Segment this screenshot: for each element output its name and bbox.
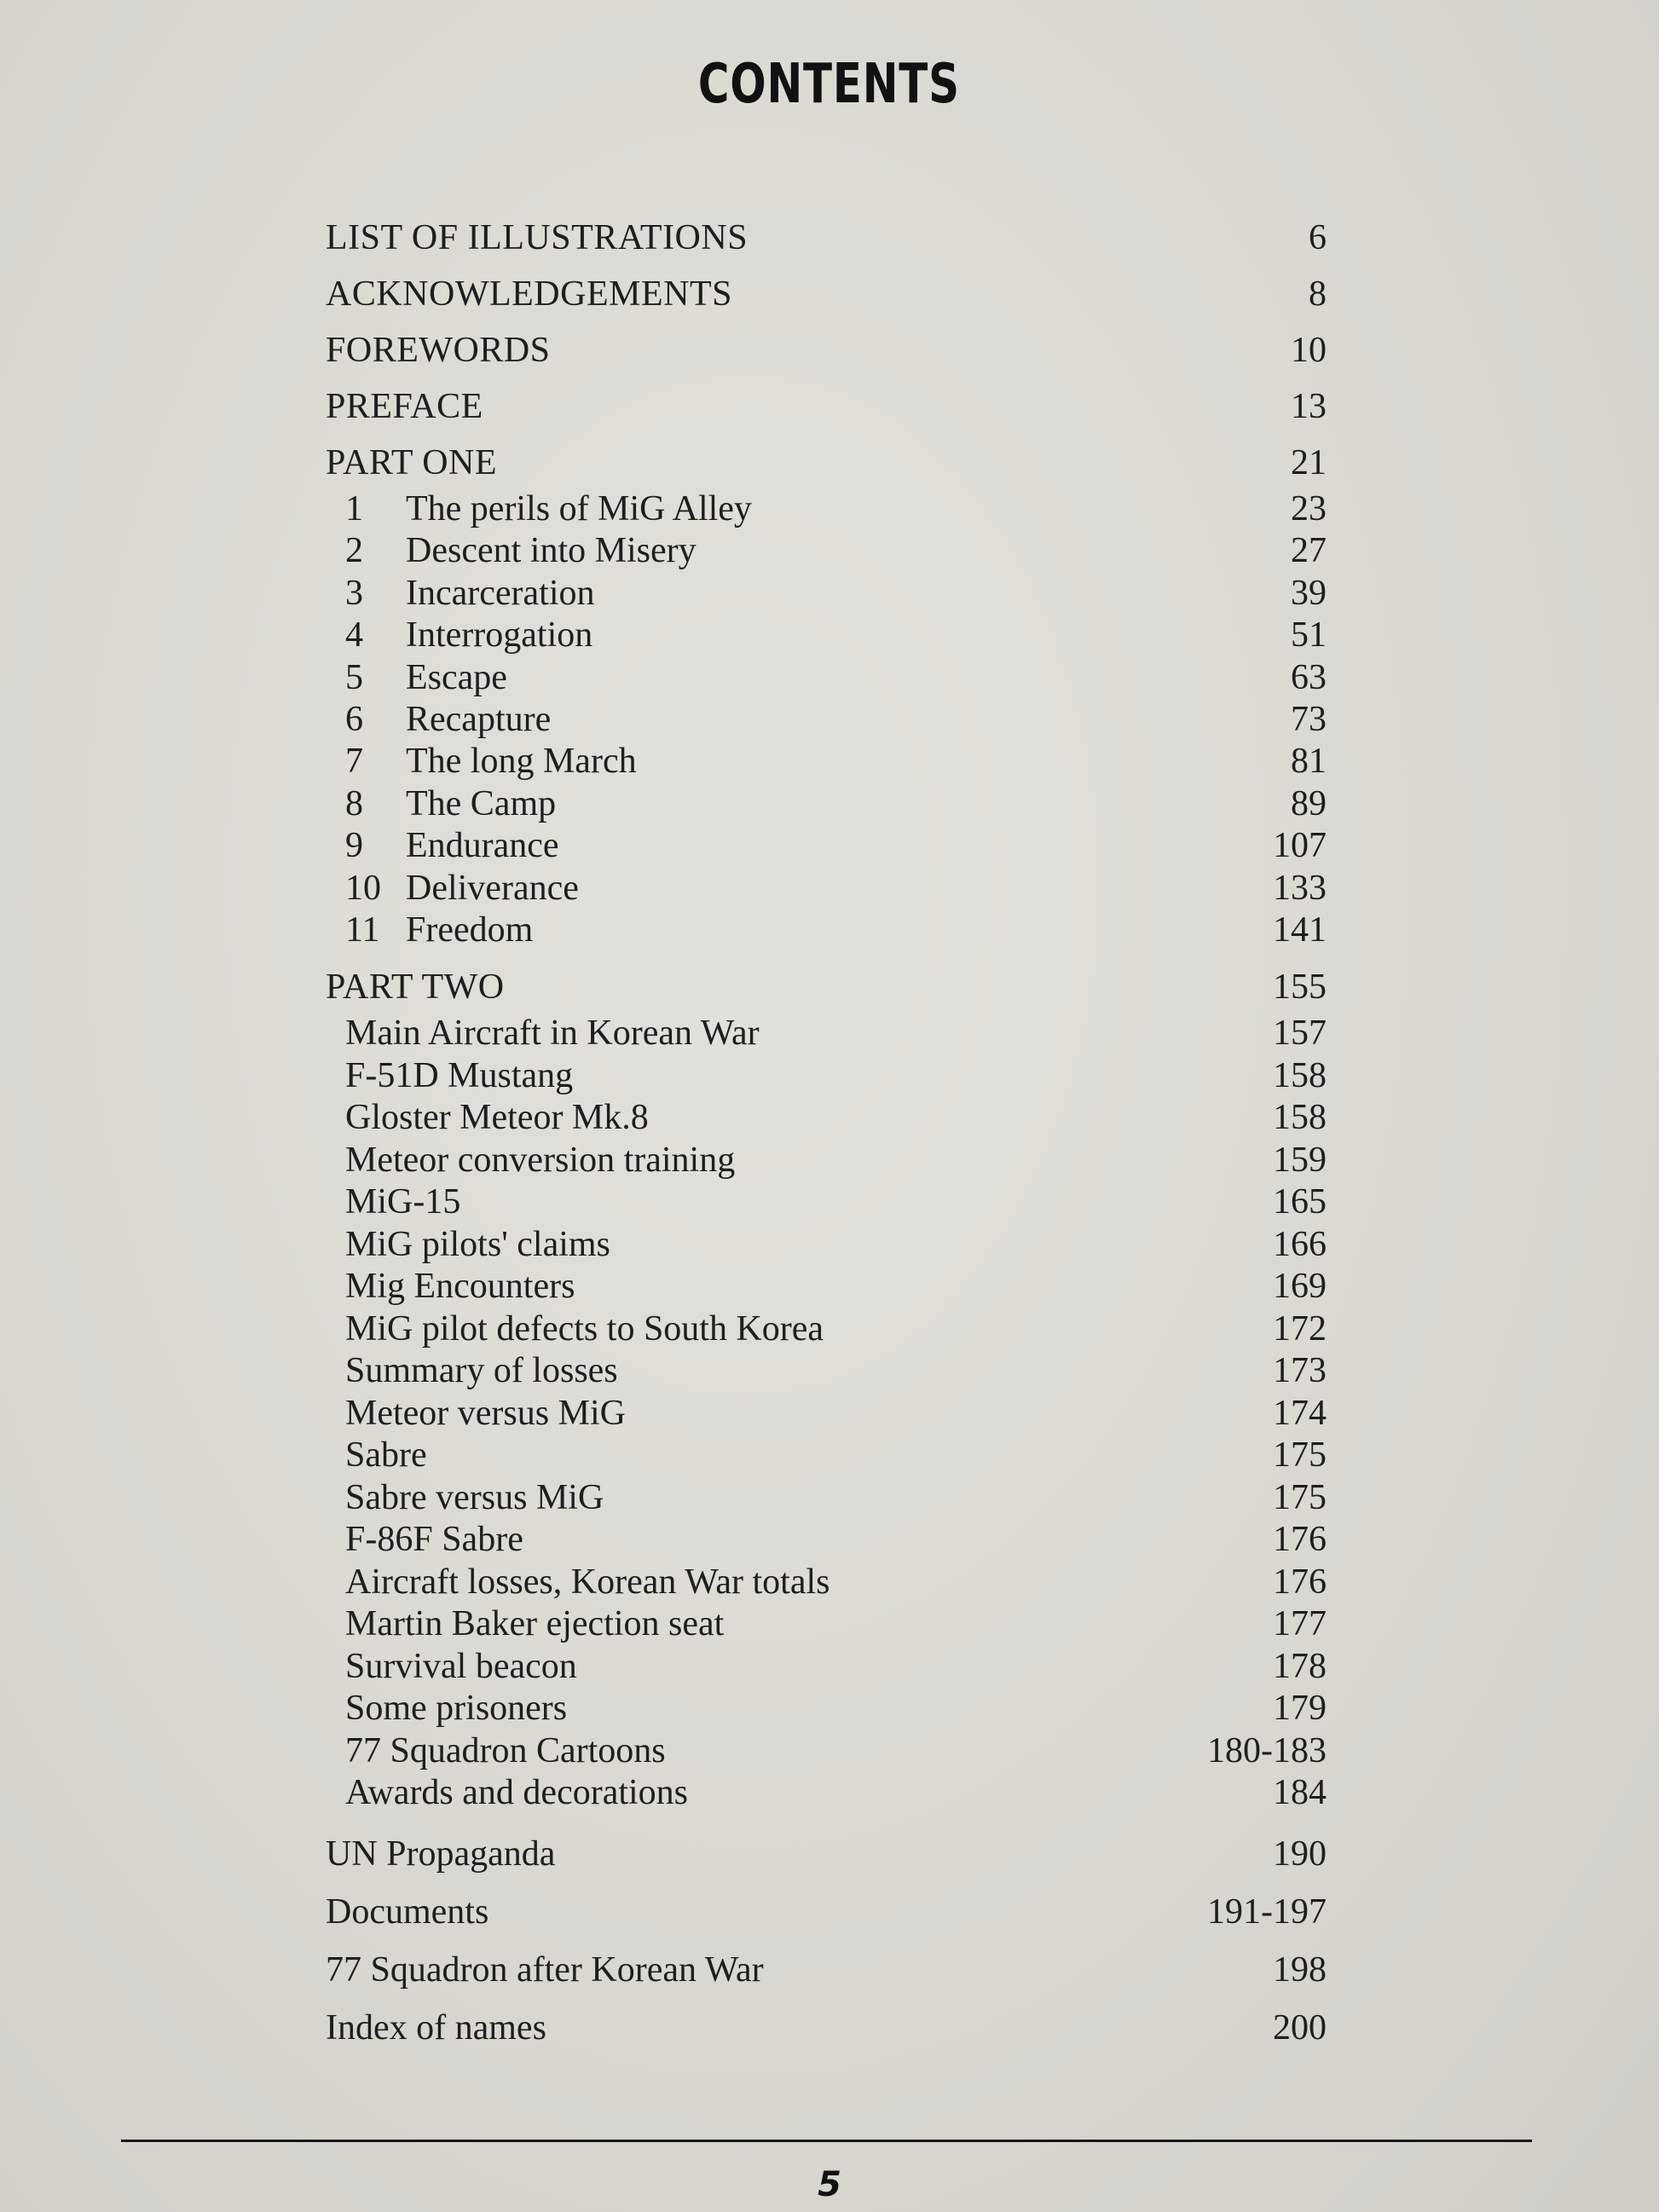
section-title: Summary of losses — [345, 1351, 618, 1390]
entry-page-number: 190 — [1273, 1834, 1327, 1874]
back-matter-entry — [0, 1891, 1659, 1933]
chapter-entry — [0, 572, 1659, 615]
entry-page-number: 178 — [1273, 1646, 1327, 1686]
chapter-entry — [0, 656, 1659, 699]
section-title: MiG-15 — [345, 1182, 461, 1222]
chapter-title: Freedom — [406, 910, 534, 950]
section-entry — [0, 1730, 1659, 1772]
section-entry — [0, 1645, 1659, 1688]
section-entry — [0, 1687, 1659, 1730]
chapter-title: The perils of MiG Alley — [406, 489, 752, 528]
chapter-number: 3 — [345, 573, 363, 613]
back-matter-title: Index of names — [326, 2008, 546, 2047]
page-number: 5 — [818, 2165, 841, 2204]
section-entry — [0, 1139, 1659, 1181]
back-matter-title: 77 Squadron after Korean War — [326, 1950, 764, 1990]
chapter-number: 7 — [345, 742, 363, 782]
front-matter-title: LIST OF ILLUSTRATIONS — [326, 218, 749, 257]
section-title: 77 Squadron Cartoons — [345, 1730, 666, 1770]
entry-page-number: 180-183 — [1207, 1730, 1327, 1770]
page-title: CONTENTS — [697, 53, 960, 116]
back-matter-title: Documents — [326, 1892, 489, 1932]
section-title: F-86F Sabre — [345, 1520, 523, 1559]
chapter-number: 1 — [345, 489, 363, 528]
entry-page-number: 176 — [1273, 1520, 1327, 1559]
section-title: MiG pilots' claims — [345, 1224, 610, 1264]
chapter-number: 5 — [345, 657, 363, 697]
front-matter-title: ACKNOWLEDGEMENTS — [326, 274, 732, 314]
entry-page-number: 21 — [1291, 443, 1327, 482]
entry-page-number: 10 — [1291, 331, 1327, 370]
front-matter-entry — [0, 217, 1659, 259]
section-title: Meteor conversion training — [345, 1140, 736, 1180]
front-matter-entry — [0, 385, 1659, 428]
section-entry — [0, 1561, 1659, 1603]
chapter-title: Interrogation — [406, 615, 593, 656]
chapter-title: Descent into Misery — [406, 531, 697, 571]
chapter-entry — [0, 698, 1659, 741]
chapter-entry — [0, 783, 1659, 825]
section-entry — [0, 1476, 1659, 1519]
chapter-title: The Camp — [406, 783, 557, 823]
back-matter-entry — [0, 1833, 1659, 1875]
chapter-entry — [0, 867, 1659, 910]
chapter-number: 8 — [345, 783, 363, 823]
part-one-heading — [0, 442, 1659, 484]
section-title: Survival beacon — [345, 1646, 577, 1686]
section-entry — [0, 1181, 1659, 1223]
entry-page-number: 173 — [1273, 1351, 1327, 1390]
entry-page-number: 141 — [1273, 910, 1327, 950]
section-title: Sabre versus MiG — [345, 1477, 604, 1517]
entry-page-number: 107 — [1273, 826, 1327, 866]
entry-page-number: 200 — [1273, 2008, 1327, 2047]
chapter-number: 11 — [345, 910, 380, 950]
entry-page-number: 176 — [1273, 1562, 1327, 1602]
entry-page-number: 157 — [1273, 1014, 1327, 1053]
section-entry — [0, 1265, 1659, 1308]
section-title: Some prisoners — [345, 1689, 568, 1728]
chapter-title: Recapture — [406, 700, 552, 739]
entry-page-number: 73 — [1291, 700, 1327, 739]
section-entry — [0, 1349, 1659, 1392]
chapter-entry — [0, 614, 1659, 656]
entry-page-number: 81 — [1291, 742, 1327, 782]
chapter-title: Incarceration — [406, 573, 595, 613]
entry-page-number: 165 — [1273, 1182, 1327, 1222]
chapter-title: The long March — [406, 742, 637, 782]
section-title: MiG pilot defects to South Korea — [345, 1308, 824, 1349]
entry-page-number: 174 — [1273, 1393, 1327, 1433]
entry-page-number: 6 — [1309, 218, 1327, 257]
part-title: PART ONE — [326, 443, 498, 482]
part-title: PART TWO — [326, 967, 505, 1007]
entry-page-number: 166 — [1273, 1224, 1327, 1264]
entry-page-number: 155 — [1273, 967, 1327, 1007]
entry-page-number: 63 — [1291, 657, 1327, 697]
front-matter-entry — [0, 329, 1659, 372]
chapter-entry — [0, 529, 1659, 572]
entry-page-number: 23 — [1291, 489, 1327, 528]
entry-page-number: 27 — [1291, 531, 1327, 571]
section-title: Awards and decorations — [345, 1773, 689, 1812]
section-title: Martin Baker ejection seat — [345, 1604, 725, 1643]
back-matter-title: UN Propaganda — [326, 1834, 556, 1874]
entry-page-number: 133 — [1273, 868, 1327, 908]
section-entry — [0, 1012, 1659, 1054]
entry-page-number: 158 — [1273, 1098, 1327, 1137]
entry-page-number: 175 — [1273, 1435, 1327, 1475]
chapter-entry — [0, 740, 1659, 783]
section-title: Gloster Meteor Mk.8 — [345, 1098, 649, 1137]
back-matter-entry — [0, 2007, 1659, 2049]
chapter-number: 2 — [345, 531, 363, 571]
entry-page-number: 198 — [1273, 1950, 1327, 1990]
section-entry — [0, 1223, 1659, 1266]
chapter-number: 10 — [345, 868, 381, 908]
chapter-entry — [0, 488, 1659, 530]
section-entry — [0, 1308, 1659, 1350]
chapter-number: 4 — [345, 615, 363, 656]
section-title: Mig Encounters — [345, 1267, 575, 1306]
chapter-title: Deliverance — [406, 868, 579, 908]
chapter-entry — [0, 824, 1659, 867]
section-entry — [0, 1392, 1659, 1435]
chapter-number: 9 — [345, 826, 363, 866]
section-title: Sabre — [345, 1435, 427, 1475]
section-title: Main Aircraft in Korean War — [345, 1014, 760, 1053]
section-entry — [0, 1518, 1659, 1561]
footer-rule — [121, 2140, 1532, 2142]
front-matter-entry — [0, 273, 1659, 315]
entry-page-number: 175 — [1273, 1477, 1327, 1517]
entry-page-number: 159 — [1273, 1140, 1327, 1180]
entry-page-number: 158 — [1273, 1055, 1327, 1095]
entry-page-number: 177 — [1273, 1604, 1327, 1643]
section-entry — [0, 1603, 1659, 1645]
entry-page-number: 172 — [1273, 1308, 1327, 1349]
entry-page-number: 184 — [1273, 1773, 1327, 1812]
part-two-heading — [0, 966, 1659, 1008]
chapter-title: Endurance — [406, 826, 559, 866]
section-title: Meteor versus MiG — [345, 1393, 626, 1433]
entry-page-number: 89 — [1291, 783, 1327, 823]
entry-page-number: 39 — [1291, 573, 1327, 613]
section-entry — [0, 1096, 1659, 1139]
section-entry — [0, 1434, 1659, 1476]
entry-page-number: 179 — [1273, 1689, 1327, 1728]
front-matter-title: PREFACE — [326, 387, 483, 426]
back-matter-entry — [0, 1949, 1659, 1991]
chapter-entry — [0, 909, 1659, 951]
chapter-number: 6 — [345, 700, 363, 739]
entry-page-number: 169 — [1273, 1267, 1327, 1306]
section-title: F-51D Mustang — [345, 1055, 574, 1095]
section-title: Aircraft losses, Korean War totals — [345, 1562, 830, 1602]
entry-page-number: 191-197 — [1207, 1892, 1327, 1932]
chapter-title: Escape — [406, 657, 507, 697]
section-entry — [0, 1054, 1659, 1097]
entry-page-number: 13 — [1291, 387, 1327, 426]
section-entry — [0, 1771, 1659, 1814]
entry-page-number: 8 — [1309, 274, 1327, 314]
front-matter-title: FOREWORDS — [326, 331, 551, 370]
entry-page-number: 51 — [1291, 615, 1327, 656]
